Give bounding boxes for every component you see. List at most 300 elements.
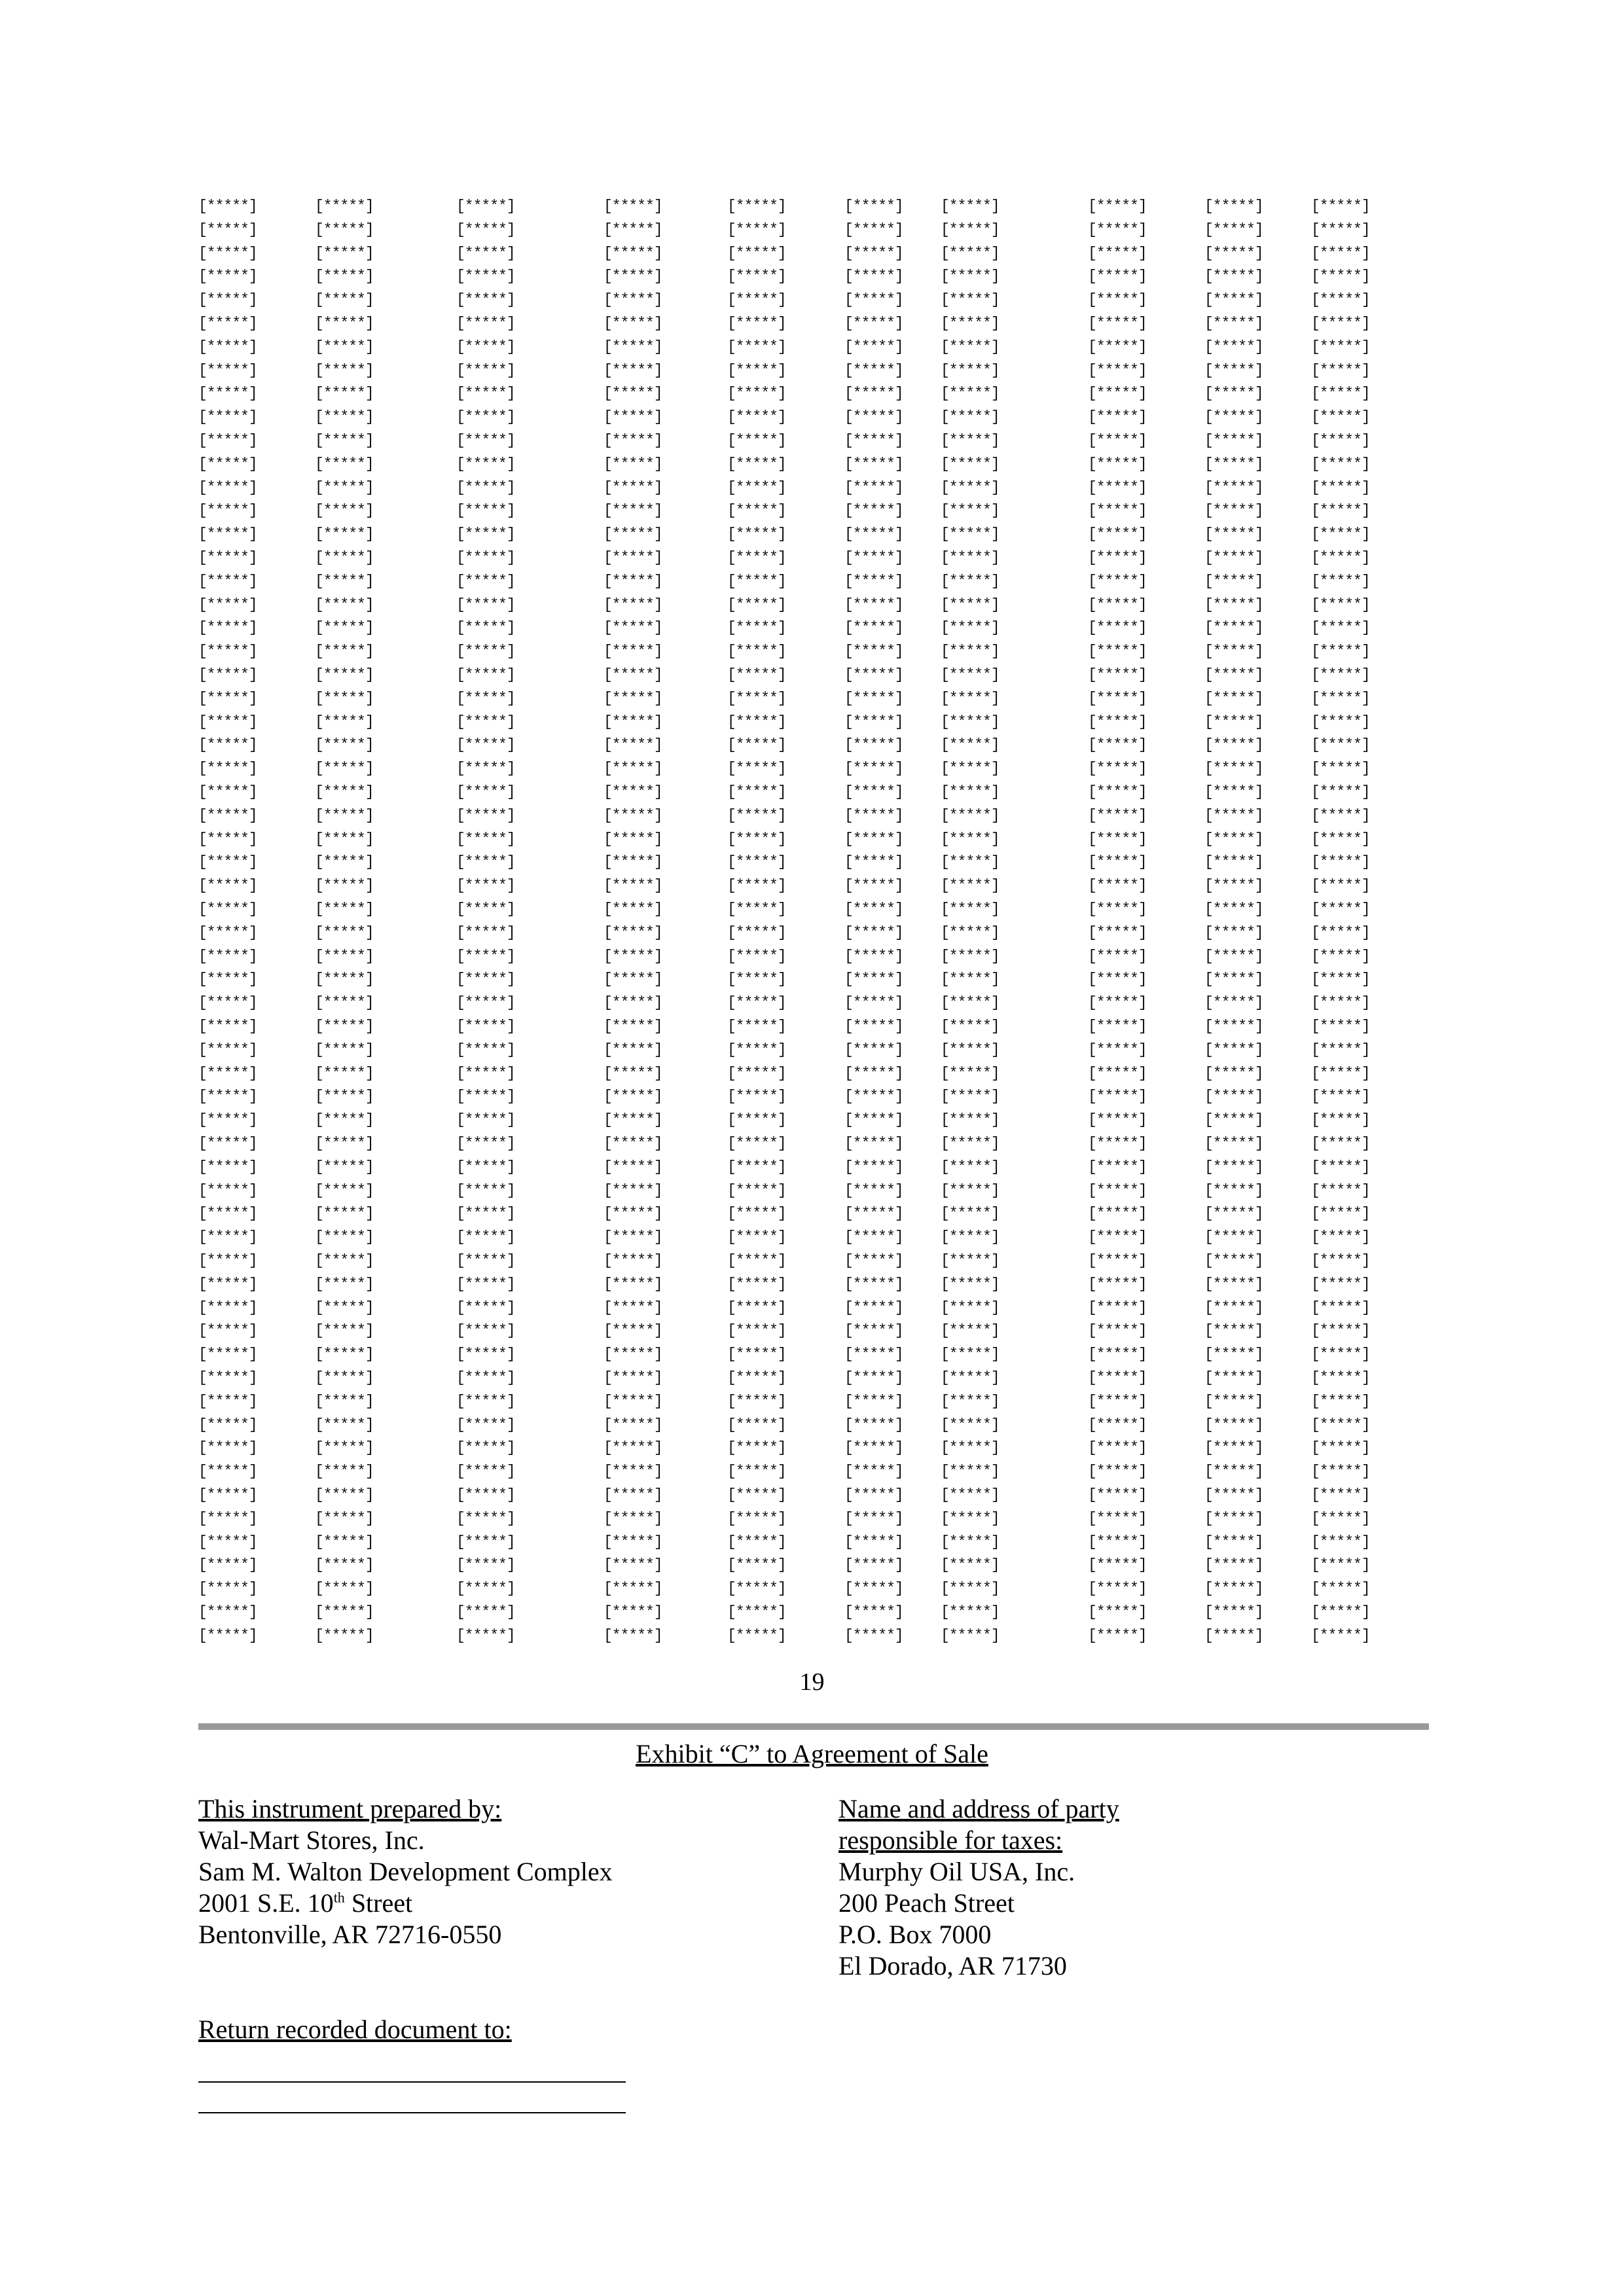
redacted-cell: [*****]: [1311, 1509, 1370, 1527]
redacted-cell: [*****]: [456, 455, 515, 473]
redacted-cell: [*****]: [844, 853, 903, 871]
redacted-cell: [*****]: [1204, 1509, 1263, 1527]
redacted-cell: [*****]: [941, 643, 1000, 660]
redacted-cell: [*****]: [1088, 385, 1147, 403]
redacted-cell: [*****]: [456, 315, 515, 332]
redacted-cell: [*****]: [727, 830, 786, 848]
redacted-cell: [*****]: [198, 1416, 257, 1433]
redacted-cell: [*****]: [727, 502, 786, 520]
redacted-cell: [*****]: [604, 455, 662, 473]
redacted-cell: [*****]: [1204, 1604, 1263, 1621]
redacted-cell: [*****]: [315, 806, 374, 824]
redacted-cell: [*****]: [1088, 689, 1147, 707]
redacted-cell: [*****]: [198, 1252, 257, 1269]
redacted-cell: [*****]: [456, 1346, 515, 1363]
redacted-cell: [*****]: [844, 760, 903, 778]
redacted-cell: [*****]: [1311, 432, 1370, 449]
redacted-cell: [*****]: [198, 1392, 257, 1410]
redacted-cell: [*****]: [941, 1299, 1000, 1316]
redacted-cell: [*****]: [941, 1533, 1000, 1551]
redacted-cell: [*****]: [941, 1205, 1000, 1223]
redacted-cell: [*****]: [198, 1580, 257, 1598]
redacted-cell: [*****]: [727, 244, 786, 262]
redacted-cell: [*****]: [844, 1181, 903, 1199]
redacted-cell: [*****]: [1088, 1064, 1147, 1082]
redacted-cell: [*****]: [456, 549, 515, 566]
redacted-cell: [*****]: [456, 198, 515, 215]
redacted-cell: [*****]: [604, 877, 662, 895]
redacted-cell: [*****]: [941, 596, 1000, 613]
redacted-cell: [*****]: [1311, 1018, 1370, 1035]
redacted-cell: [*****]: [844, 1018, 903, 1035]
redacted-cell: [*****]: [604, 1369, 662, 1386]
redacted-cell: [*****]: [1204, 901, 1263, 918]
redacted-cell: [*****]: [844, 1580, 903, 1598]
redacted-cell: [*****]: [844, 338, 903, 355]
redacted-cell: [*****]: [198, 549, 257, 566]
redacted-cell: [*****]: [198, 1088, 257, 1105]
redacted-cell: [*****]: [844, 1275, 903, 1293]
redacted-cell: [*****]: [727, 596, 786, 613]
redacted-cell: [*****]: [604, 806, 662, 824]
redacted-cell: [*****]: [941, 1135, 1000, 1152]
redacted-cell: [*****]: [198, 1064, 257, 1082]
redacted-cell: [*****]: [1088, 901, 1147, 918]
redacted-cell: [*****]: [198, 1486, 257, 1503]
redacted-cell: [*****]: [198, 408, 257, 426]
redacted-cell: [*****]: [604, 901, 662, 918]
redacted-cell: [*****]: [1311, 1626, 1370, 1644]
redacted-cell: [*****]: [198, 1369, 257, 1386]
redacted-cell: [*****]: [456, 1486, 515, 1503]
redacted-cell: [*****]: [1088, 1556, 1147, 1574]
redacted-cell: [*****]: [604, 713, 662, 730]
redacted-cell: [*****]: [844, 361, 903, 379]
redacted-cell: [*****]: [315, 994, 374, 1012]
redacted-cell: [*****]: [1088, 1346, 1147, 1363]
redacted-cell: [*****]: [604, 1392, 662, 1410]
redacted-cell: [*****]: [844, 502, 903, 520]
redacted-cell: [*****]: [727, 338, 786, 355]
redacted-cell: [*****]: [941, 1064, 1000, 1082]
redacted-cell: [*****]: [315, 1135, 374, 1152]
prepared-by-block: [198, 1793, 613, 1950]
redacted-cell: [*****]: [844, 572, 903, 590]
redacted-cell: [*****]: [456, 572, 515, 590]
redacted-cell: [*****]: [198, 713, 257, 730]
redacted-cell: [*****]: [456, 385, 515, 403]
redacted-cell: [*****]: [1088, 713, 1147, 730]
redacted-cell: [*****]: [456, 526, 515, 543]
exhibit-title: Exhibit “C” to Agreement of Sale: [636, 1739, 988, 1768]
redacted-cell: [*****]: [1311, 1135, 1370, 1152]
redacted-cell: [*****]: [1088, 1322, 1147, 1340]
return-address-blank-line: [198, 2112, 626, 2113]
redacted-cell: [*****]: [941, 666, 1000, 683]
redacted-cell: [*****]: [1204, 1416, 1263, 1433]
redacted-cell: [*****]: [198, 666, 257, 683]
redacted-cell: [*****]: [727, 760, 786, 778]
redacted-cell: [*****]: [315, 526, 374, 543]
redacted-cell: [*****]: [1204, 1463, 1263, 1480]
redacted-cell: [*****]: [198, 901, 257, 918]
redacted-cell: [*****]: [604, 947, 662, 965]
redacted-cell: [*****]: [844, 877, 903, 895]
redacted-cell: [*****]: [198, 1533, 257, 1551]
redacted-cell: [*****]: [844, 315, 903, 332]
redacted-cell: [*****]: [727, 1018, 786, 1035]
redacted-cell: [*****]: [941, 689, 1000, 707]
redacted-cell: [*****]: [1088, 1392, 1147, 1410]
redacted-cell: [*****]: [844, 901, 903, 918]
redacted-cell: [*****]: [456, 924, 515, 941]
redacted-cell: [*****]: [456, 432, 515, 449]
redacted-cell: [*****]: [198, 221, 257, 238]
redacted-cell: [*****]: [1204, 1018, 1263, 1035]
redacted-cell: [*****]: [604, 1322, 662, 1340]
redacted-cell: [*****]: [844, 947, 903, 965]
redacted-cell: [*****]: [1204, 1369, 1263, 1386]
redacted-cell: [*****]: [604, 1275, 662, 1293]
redacted-cell: [*****]: [198, 1275, 257, 1293]
redacted-cell: [*****]: [1311, 1064, 1370, 1082]
redacted-cell: [*****]: [727, 1181, 786, 1199]
redacted-cell: [*****]: [1088, 478, 1147, 496]
redacted-cell: [*****]: [1088, 1463, 1147, 1480]
redacted-cell: [*****]: [844, 198, 903, 215]
redacted-cell: [*****]: [456, 291, 515, 309]
redacted-cell: [*****]: [198, 1229, 257, 1246]
redacted-cell: [*****]: [941, 1416, 1000, 1433]
redacted-cell: [*****]: [1204, 1205, 1263, 1223]
redacted-cell: [*****]: [315, 901, 374, 918]
redacted-cell: [*****]: [604, 526, 662, 543]
redacted-cell: [*****]: [727, 1533, 786, 1551]
redacted-cell: [*****]: [1088, 971, 1147, 988]
page-divider: [198, 1723, 1429, 1730]
redacted-cell: [*****]: [456, 1158, 515, 1175]
redacted-cell: [*****]: [456, 1580, 515, 1598]
redacted-cell: [*****]: [727, 198, 786, 215]
redacted-cell: [*****]: [604, 291, 662, 309]
redacted-cell: [*****]: [844, 736, 903, 754]
redacted-cell: [*****]: [1311, 619, 1370, 637]
redacted-cell: [*****]: [456, 736, 515, 754]
redacted-cell: [*****]: [1088, 783, 1147, 800]
redacted-cell: [*****]: [456, 338, 515, 355]
redacted-cell: [*****]: [315, 385, 374, 403]
redacted-cell: [*****]: [941, 1111, 1000, 1129]
redacted-cell: [*****]: [198, 1041, 257, 1058]
redacted-cell: [*****]: [727, 1416, 786, 1433]
redacted-cell: [*****]: [315, 502, 374, 520]
redacted-cell: [*****]: [727, 408, 786, 426]
redacted-cell: [*****]: [315, 1604, 374, 1621]
redacted-cell: [*****]: [456, 1111, 515, 1129]
redacted-cell: [*****]: [456, 971, 515, 988]
redacted-cell: [*****]: [1088, 947, 1147, 965]
redacted-cell: [*****]: [198, 478, 257, 496]
prepared-by-name: Wal-Mart Stores, Inc.: [198, 1825, 425, 1855]
redacted-cell: [*****]: [1088, 1252, 1147, 1269]
redacted-cell: [*****]: [844, 1556, 903, 1574]
redacted-cell: [*****]: [1204, 1392, 1263, 1410]
redacted-cell: [*****]: [941, 830, 1000, 848]
redacted-cell: [*****]: [727, 526, 786, 543]
return-address-blank-line: [198, 2081, 626, 2083]
redacted-cell: [*****]: [315, 736, 374, 754]
redacted-cell: [*****]: [315, 1275, 374, 1293]
redacted-cell: [*****]: [727, 1604, 786, 1621]
redacted-cell: [*****]: [844, 244, 903, 262]
redacted-cell: [*****]: [315, 361, 374, 379]
redacted-cell: [*****]: [727, 1392, 786, 1410]
redacted-cell: [*****]: [1088, 853, 1147, 871]
redacted-cell: [*****]: [1204, 1158, 1263, 1175]
redacted-cell: [*****]: [844, 408, 903, 426]
redacted-cell: [*****]: [456, 361, 515, 379]
redacted-cell: [*****]: [844, 478, 903, 496]
redacted-cell: [*****]: [1204, 455, 1263, 473]
redacted-cell: [*****]: [315, 1111, 374, 1129]
redacted-cell: [*****]: [941, 736, 1000, 754]
redacted-cell: [*****]: [844, 385, 903, 403]
redacted-cell: [*****]: [315, 947, 374, 965]
redacted-cell: [*****]: [198, 924, 257, 941]
redacted-cell: [*****]: [844, 549, 903, 566]
redacted-cell: [*****]: [1311, 455, 1370, 473]
redacted-cell: [*****]: [844, 1604, 903, 1621]
redacted-cell: [*****]: [456, 1439, 515, 1457]
redacted-cell: [*****]: [941, 760, 1000, 778]
redacted-cell: [*****]: [1311, 1416, 1370, 1433]
redacted-cell: [*****]: [198, 994, 257, 1012]
redacted-cell: [*****]: [1311, 526, 1370, 543]
redacted-cell: [*****]: [1311, 244, 1370, 262]
redacted-cell: [*****]: [1088, 1205, 1147, 1223]
redacted-cell: [*****]: [315, 1392, 374, 1410]
redacted-cell: [*****]: [1204, 924, 1263, 941]
redacted-cell: [*****]: [727, 1369, 786, 1386]
redacted-cell: [*****]: [1088, 1299, 1147, 1316]
redacted-cell: [*****]: [456, 478, 515, 496]
redacted-cell: [*****]: [1088, 221, 1147, 238]
redacted-cell: [*****]: [1204, 221, 1263, 238]
redacted-cell: [*****]: [1311, 1041, 1370, 1058]
redacted-cell: [*****]: [456, 1088, 515, 1105]
redacted-cell: [*****]: [1088, 549, 1147, 566]
redacted-cell: [*****]: [844, 643, 903, 660]
redacted-cell: [*****]: [1088, 877, 1147, 895]
prepared-by-complex: Sam M. Walton Development Complex: [198, 1857, 613, 1886]
redacted-cell: [*****]: [456, 689, 515, 707]
redacted-cell: [*****]: [604, 994, 662, 1012]
redacted-cell: [*****]: [941, 385, 1000, 403]
redacted-cell: [*****]: [456, 221, 515, 238]
redacted-cell: [*****]: [315, 1509, 374, 1527]
redacted-cell: [*****]: [604, 1088, 662, 1105]
redacted-cell: [*****]: [315, 1088, 374, 1105]
redacted-cell: [*****]: [941, 1604, 1000, 1621]
redacted-cell: [*****]: [315, 315, 374, 332]
redacted-cell: [*****]: [844, 1041, 903, 1058]
redacted-cell: [*****]: [844, 1533, 903, 1551]
redacted-cell: [*****]: [315, 1580, 374, 1598]
redacted-cell: [*****]: [456, 760, 515, 778]
redacted-cell: [*****]: [844, 1088, 903, 1105]
tax-party-heading-line2: responsible for taxes:: [839, 1825, 1063, 1855]
redacted-cell: [*****]: [315, 1229, 374, 1246]
redacted-cell: [*****]: [198, 1299, 257, 1316]
redacted-cell: [*****]: [941, 1041, 1000, 1058]
redacted-cell: [*****]: [941, 1158, 1000, 1175]
redacted-cell: [*****]: [1311, 1580, 1370, 1598]
redacted-cell: [*****]: [727, 713, 786, 730]
redacted-cell: [*****]: [1088, 315, 1147, 332]
redacted-cell: [*****]: [1204, 1111, 1263, 1129]
redacted-cell: [*****]: [315, 291, 374, 309]
redacted-cell: [*****]: [604, 643, 662, 660]
redacted-cell: [*****]: [844, 689, 903, 707]
redacted-cell: [*****]: [315, 760, 374, 778]
redacted-cell: [*****]: [198, 619, 257, 637]
redacted-cell: [*****]: [941, 315, 1000, 332]
redacted-cell: [*****]: [727, 783, 786, 800]
redacted-cell: [*****]: [941, 971, 1000, 988]
redacted-cell: [*****]: [941, 1556, 1000, 1574]
redacted-cell: [*****]: [1311, 549, 1370, 566]
redacted-cell: [*****]: [315, 666, 374, 683]
redacted-cell: [*****]: [844, 1392, 903, 1410]
redacted-cell: [*****]: [1204, 689, 1263, 707]
redacted-cell: [*****]: [1204, 549, 1263, 566]
redacted-cell: [*****]: [1204, 1135, 1263, 1152]
redacted-cell: [*****]: [727, 1580, 786, 1598]
redacted-cell: [*****]: [1088, 1018, 1147, 1035]
redacted-cell: [*****]: [456, 1509, 515, 1527]
redacted-cell: [*****]: [727, 1088, 786, 1105]
redacted-cell: [*****]: [941, 1275, 1000, 1293]
redacted-cell: [*****]: [315, 432, 374, 449]
redacted-cell: [*****]: [1311, 1556, 1370, 1574]
redacted-cell: [*****]: [1204, 877, 1263, 895]
redacted-cell: [*****]: [315, 596, 374, 613]
redacted-cell: [*****]: [456, 1135, 515, 1152]
redacted-cell: [*****]: [1088, 1369, 1147, 1386]
redacted-cell: [*****]: [604, 1252, 662, 1269]
redacted-cell: [*****]: [198, 361, 257, 379]
redacted-cell: [*****]: [1088, 268, 1147, 285]
redacted-cell: [*****]: [941, 549, 1000, 566]
redacted-cell: [*****]: [456, 1205, 515, 1223]
redacted-cell: [*****]: [941, 526, 1000, 543]
redacted-cell: [*****]: [1088, 432, 1147, 449]
redacted-cell: [*****]: [1204, 315, 1263, 332]
redacted-cell: [*****]: [456, 1252, 515, 1269]
redacted-cell: [*****]: [1311, 572, 1370, 590]
redacted-cell: [*****]: [844, 526, 903, 543]
redacted-cell: [*****]: [604, 1580, 662, 1598]
redacted-cell: [*****]: [1311, 971, 1370, 988]
redacted-cell: [*****]: [941, 1346, 1000, 1363]
redacted-cell: [*****]: [1204, 1580, 1263, 1598]
redacted-cell: [*****]: [727, 221, 786, 238]
redacted-cell: [*****]: [844, 291, 903, 309]
redacted-cell: [*****]: [456, 994, 515, 1012]
redacted-cell: [*****]: [1088, 1533, 1147, 1551]
redacted-cell: [*****]: [727, 853, 786, 871]
redacted-cell: [*****]: [315, 1252, 374, 1269]
redacted-cell: [*****]: [604, 1439, 662, 1457]
redacted-cell: [*****]: [315, 1322, 374, 1340]
redacted-cell: [*****]: [1088, 806, 1147, 824]
redacted-cell: [*****]: [198, 783, 257, 800]
redacted-cell: [*****]: [941, 1322, 1000, 1340]
redacted-cell: [*****]: [456, 1275, 515, 1293]
redacted-cell: [*****]: [315, 455, 374, 473]
redacted-cell: [*****]: [727, 1463, 786, 1480]
redacted-cell: [*****]: [1204, 1626, 1263, 1644]
redacted-cell: [*****]: [1204, 971, 1263, 988]
redacted-cell: [*****]: [198, 643, 257, 660]
redacted-cell: [*****]: [844, 783, 903, 800]
redacted-cell: [*****]: [941, 1369, 1000, 1386]
redacted-cell: [*****]: [941, 361, 1000, 379]
redacted-cell: [*****]: [727, 619, 786, 637]
redacted-cell: [*****]: [1204, 338, 1263, 355]
redacted-cell: [*****]: [198, 244, 257, 262]
redacted-cell: [*****]: [456, 1416, 515, 1433]
redacted-cell: [*****]: [844, 1229, 903, 1246]
redacted-cell: [*****]: [844, 1111, 903, 1129]
redacted-cell: [*****]: [1088, 1509, 1147, 1527]
redacted-cell: [*****]: [1088, 736, 1147, 754]
redacted-cell: [*****]: [727, 1064, 786, 1082]
redacted-cell: [*****]: [198, 1509, 257, 1527]
redacted-cell: [*****]: [1311, 901, 1370, 918]
redacted-cell: [*****]: [198, 596, 257, 613]
redacted-cell: [*****]: [1088, 455, 1147, 473]
redacted-cell: [*****]: [1088, 244, 1147, 262]
redacted-cell: [*****]: [844, 713, 903, 730]
redacted-cell: [*****]: [844, 1439, 903, 1457]
redacted-cell: [*****]: [1311, 877, 1370, 895]
redacted-cell: [*****]: [315, 244, 374, 262]
redacted-cell: [*****]: [727, 1556, 786, 1574]
redacted-cell: [*****]: [941, 455, 1000, 473]
redacted-cell: [*****]: [1311, 361, 1370, 379]
redacted-cell: [*****]: [315, 1158, 374, 1175]
redacted-cell: [*****]: [941, 713, 1000, 730]
redacted-cell: [*****]: [315, 268, 374, 285]
redacted-cell: [*****]: [456, 596, 515, 613]
redacted-cell: [*****]: [727, 315, 786, 332]
redacted-cell: [*****]: [941, 572, 1000, 590]
redacted-cell: [*****]: [198, 736, 257, 754]
redacted-cell: [*****]: [1311, 1322, 1370, 1340]
redacted-cell: [*****]: [604, 408, 662, 426]
redacted-cell: [*****]: [315, 572, 374, 590]
redacted-cell: [*****]: [456, 643, 515, 660]
redacted-cell: [*****]: [1088, 1041, 1147, 1058]
redacted-cell: [*****]: [941, 947, 1000, 965]
redacted-cell: [*****]: [1204, 643, 1263, 660]
redacted-cell: [*****]: [941, 901, 1000, 918]
redacted-cell: [*****]: [198, 1604, 257, 1621]
redacted-cell: [*****]: [1311, 806, 1370, 824]
redacted-cell: [*****]: [456, 713, 515, 730]
redacted-cell: [*****]: [604, 1064, 662, 1082]
